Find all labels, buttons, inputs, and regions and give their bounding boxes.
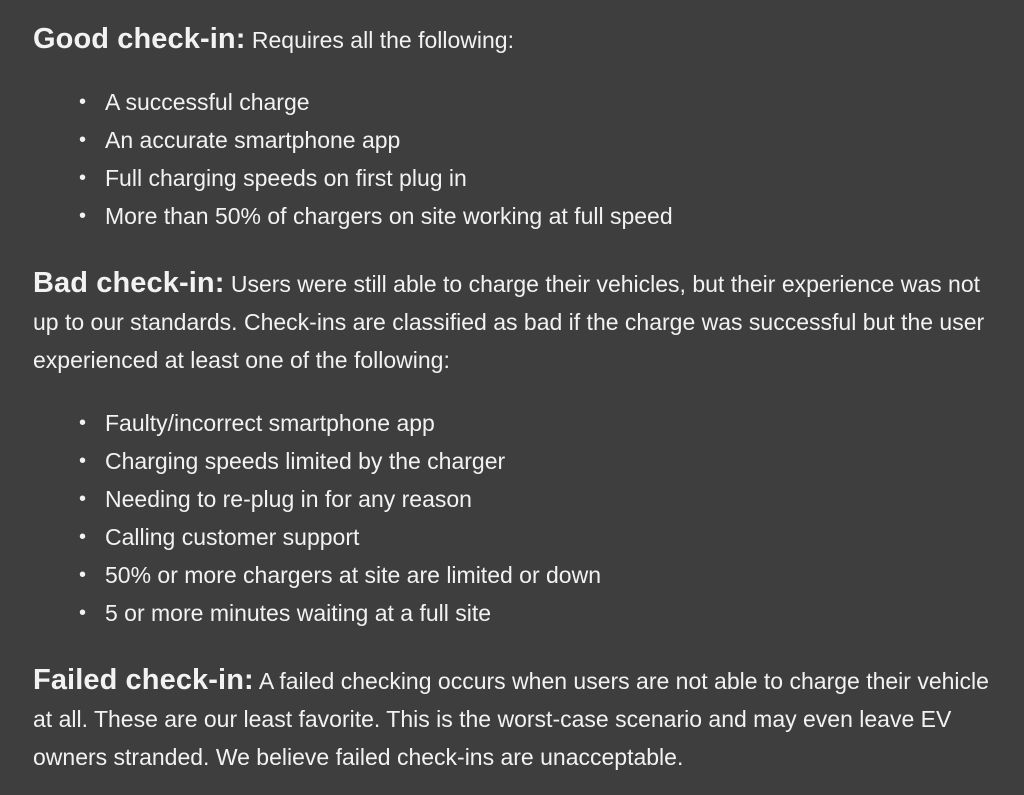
list-item-text: Calling customer support: [105, 524, 360, 550]
list-item-text: Charging speeds limited by the charger: [105, 448, 506, 474]
list-item: [79, 159, 1024, 197]
bullet-icon: •: [79, 450, 87, 472]
list-item: [79, 404, 1024, 442]
bad-checkin-heading: Bad check-in:: [33, 267, 225, 299]
list-item-text: Needing to re-plug in for any reason: [105, 486, 472, 512]
bad-checkin-intro: Users were still able to charge their vehicles, but their experience was not up to our standards. Check-ins are classified as bad if the charge was successful but the user experienced at least one of the following:: [33, 271, 985, 373]
list-item: [79, 197, 1024, 235]
list-item: [79, 594, 1024, 632]
list-item-text: Faulty/incorrect smartphone app: [105, 410, 435, 436]
good-checkin-list: [33, 83, 1024, 235]
bullet-icon: •: [79, 526, 87, 548]
bullet-icon: •: [79, 167, 87, 189]
good-checkin-heading: Good check-in:: [33, 23, 246, 55]
list-item-text: More than 50% of chargers on site working at full speed: [105, 203, 673, 229]
list-item: [79, 556, 1024, 594]
list-item-text: A successful charge: [105, 89, 310, 115]
list-item: [79, 518, 1024, 556]
list-item: [79, 83, 1024, 121]
bad-checkin-list: [33, 404, 1024, 632]
list-item: [79, 480, 1024, 518]
bullet-icon: •: [79, 91, 87, 113]
bullet-icon: •: [79, 564, 87, 586]
bullet-icon: •: [79, 205, 87, 227]
bad-checkin-paragraph: [33, 264, 1003, 379]
bullet-icon: •: [79, 129, 87, 151]
bullet-icon: •: [79, 602, 87, 624]
list-item-text: Full charging speeds on first plug in: [105, 165, 467, 191]
list-item-text: 50% or more chargers at site are limited or down: [105, 562, 601, 588]
bullet-icon: •: [79, 488, 87, 510]
failed-checkin-heading: Failed check-in:: [33, 664, 254, 696]
failed-checkin-paragraph: [33, 661, 1003, 776]
list-item-text: 5 or more minutes waiting at a full site: [105, 600, 492, 626]
failed-checkin-intro: A failed checking occurs when users are not able to charge their vehicle at all. These are our least favorite. This is the worst-case scenario and may even leave EV owners stranded. We believe failed check-ins are unacceptable.: [33, 668, 989, 770]
list-item: [79, 442, 1024, 480]
list-item-text: An accurate smartphone app: [105, 127, 401, 153]
good-checkin-intro: Requires all the following:: [245, 27, 514, 53]
good-checkin-paragraph: [33, 20, 1003, 59]
list-item: [79, 121, 1024, 159]
bullet-icon: •: [79, 412, 87, 434]
